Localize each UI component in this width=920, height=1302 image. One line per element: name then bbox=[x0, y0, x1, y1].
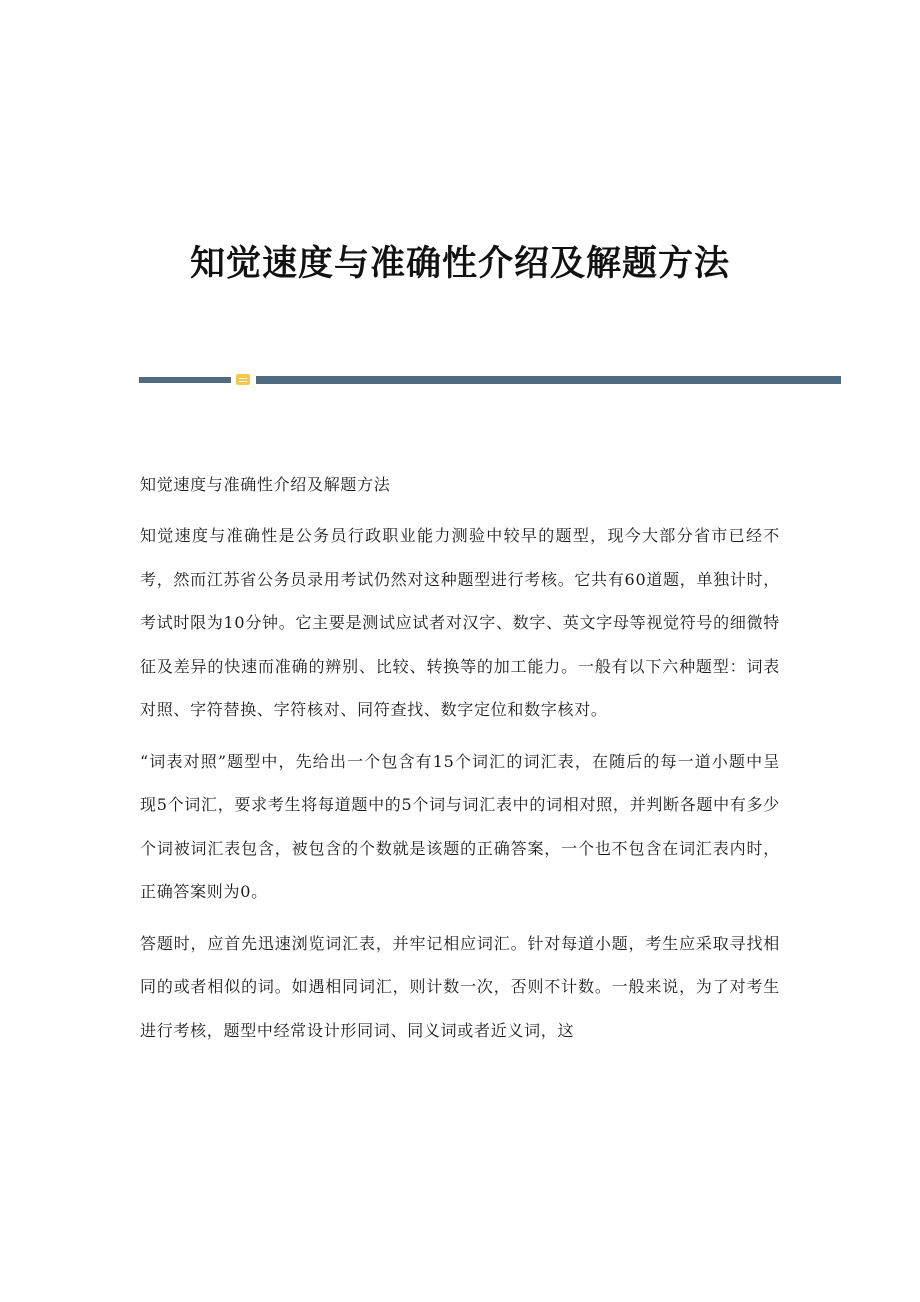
divider-bar-right bbox=[256, 376, 841, 384]
document-body bbox=[140, 463, 780, 1052]
paragraph-answer-method: 答题时，应首先迅速浏览词汇表，并牢记相应词汇。针对每道小题，考生应采取寻找相同的或者相似的词。如遇相同词汇，则计数一次，否则不计数。一般来说，为了对考生进行考核，题型中经常设计形同词、同义词或者近义词，这 bbox=[140, 933, 780, 1040]
document-subtitle: 知觉速度与准确性介绍及解题方法 bbox=[140, 475, 391, 494]
page-title: 知觉速度与准确性介绍及解题方法 bbox=[189, 243, 730, 285]
divider-bar-left bbox=[139, 377, 231, 383]
paragraph-intro: 知觉速度与准确性是公务员行政职业能力测验中较早的题型，现今大部分省市已经不考，然而江苏省公务员录用考试仍然对这种题型进行考核。它共有60道题，单独计时，考试时限为10分钟。它主要是测试应试者对汉字、数字、英文字母等视觉符号的细微特征及差异的快速而准确的辨别、比较、转换等的加工能力。一般有以下六种题型：词表对照、字符替换、字符核对、同符查找、数字定位和数字核对。 bbox=[140, 526, 780, 719]
paragraph-word-table: “词表对照”题型中，先给出一个包含有15个词汇的词汇表，在随后的每一道小题中呈现5个词汇，要求考生将每道题中的5个词与词汇表中的词相对照，并判断各题中有多少个词被词汇表包含，被包含的个数就是该题的正确答案，一个也不包含在词汇表内时，正确答案则为0。 bbox=[140, 751, 780, 901]
document-badge-icon bbox=[236, 374, 250, 385]
title-divider bbox=[139, 374, 841, 385]
